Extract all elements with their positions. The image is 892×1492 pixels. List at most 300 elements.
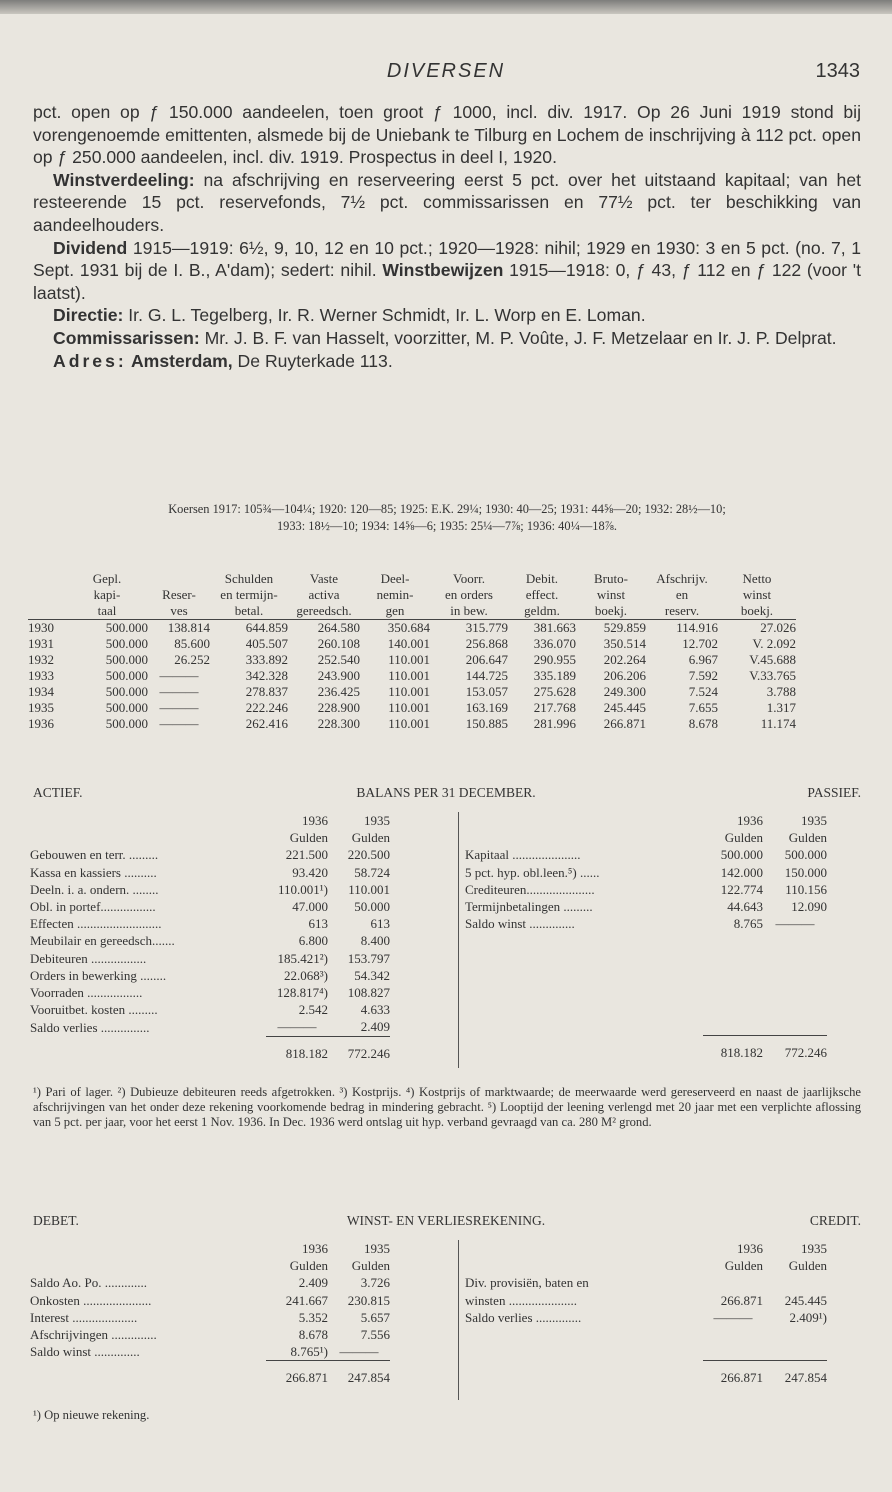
value-1936: 128.817⁴) <box>276 985 328 1001</box>
spacer-cell <box>30 1240 266 1257</box>
total-1936: 818.182 <box>266 1036 328 1062</box>
table-cell: 217.768 <box>533 700 576 715</box>
spacer-cell <box>703 1274 763 1291</box>
spacer-cell <box>465 812 703 829</box>
statistics-header-cell <box>28 587 66 603</box>
spacer-cell <box>465 967 703 984</box>
year-header-row <box>30 1240 390 1257</box>
item-label: Saldo verlies .............. <box>465 1309 582 1325</box>
table-cell: 1.317 <box>766 700 796 715</box>
spacer-cell <box>465 1360 703 1386</box>
page-top-edge <box>0 0 892 14</box>
unit-header: Gulden <box>289 1258 328 1274</box>
item-label: Debiteuren ................. <box>30 950 147 966</box>
table-cell: 3.788 <box>766 684 796 699</box>
list-item <box>465 881 827 898</box>
statistics-header-cell: winst <box>742 587 772 602</box>
paragraph-directie <box>33 304 861 327</box>
statistics-header-cell: gen <box>360 603 430 620</box>
table-row <box>28 684 796 700</box>
item-label: Orders in bewerking ........ <box>30 967 167 983</box>
wv-footnote: ¹) Op nieuwe rekening. <box>33 1408 150 1422</box>
value-1936: 22.068³) <box>284 967 328 983</box>
statistics-header-row <box>28 571 796 587</box>
item-label: Interest .................... <box>30 1309 138 1325</box>
table-cell: 315.779 <box>465 620 508 635</box>
item-label: 5 pct. hyp. obl.leen.⁵) ...... <box>465 864 600 880</box>
wv-title: WINST- EN VERLIESREKENING. <box>346 1213 546 1228</box>
table-cell: 405.507 <box>245 636 288 651</box>
table-cell: 252.540 <box>317 652 360 667</box>
table-cell: 8.678 <box>688 716 718 731</box>
item-label: Saldo verlies ............... <box>30 1019 150 1035</box>
spacer-cell <box>763 1326 827 1343</box>
label-commissarissen: Commissarissen: <box>53 327 200 348</box>
list-item <box>30 950 390 967</box>
table-cell: 500.000 <box>105 620 148 635</box>
table-cell: ——— <box>159 668 199 683</box>
spacer-row <box>465 950 827 967</box>
passief-table <box>465 812 827 1061</box>
value-1935: 110.001 <box>348 881 390 897</box>
spacer-cell <box>465 1257 703 1274</box>
statistics-header-cell: Netto <box>742 571 772 586</box>
credit-table <box>465 1240 827 1386</box>
list-item <box>30 1274 390 1291</box>
table-cell: 114.916 <box>676 620 718 635</box>
total-row <box>30 1036 390 1062</box>
spacer-row <box>465 932 827 949</box>
table-cell: ——— <box>159 684 199 699</box>
list-item <box>30 864 390 881</box>
spacer-cell <box>465 1036 703 1062</box>
value-1935: 54.342 <box>354 967 390 983</box>
table-cell: 110.001 <box>388 716 430 731</box>
balans-title: BALANS PER 31 DECEMBER. <box>356 785 536 800</box>
table-cell: 278.837 <box>245 684 288 699</box>
unit-header-row <box>465 829 827 846</box>
value-1935: 150.000 <box>784 864 827 880</box>
value-1936: ——— <box>713 1309 753 1325</box>
statistics-header-cell: Schulden <box>224 571 274 586</box>
statistics-header-cell: Deel- <box>380 571 410 586</box>
list-item <box>30 1292 390 1309</box>
year-1935-header: 1935 <box>801 1241 827 1256</box>
paragraph-commissarissen <box>33 327 861 350</box>
table-cell: 500.000 <box>105 700 148 715</box>
value-1936: 8.678 <box>298 1327 328 1343</box>
table-cell: 228.900 <box>317 700 360 715</box>
value-1936: 2.542 <box>298 1002 328 1018</box>
value-1935: 5.657 <box>360 1309 390 1325</box>
balans-left-label: ACTIEF. <box>33 785 83 800</box>
value-1936: ——— <box>277 1019 317 1035</box>
statistics-header-cell: Reser- <box>162 587 196 602</box>
list-item <box>465 1292 827 1309</box>
value-1935: 3.726 <box>360 1275 390 1291</box>
list-item <box>465 1309 827 1326</box>
page-header <box>0 60 892 90</box>
table-cell: ——— <box>159 716 199 731</box>
wv-divider <box>458 1240 459 1400</box>
table-cell: 500.000 <box>105 652 148 667</box>
item-label: Obl. in portef................. <box>30 899 156 915</box>
spacer-row <box>465 1326 827 1343</box>
list-item <box>30 1309 390 1326</box>
total-1936: 266.871 <box>703 1360 763 1386</box>
value-1935: 220.500 <box>347 847 390 863</box>
spacer-cell <box>703 932 763 949</box>
table-row <box>28 620 796 637</box>
year-cell: 1932 <box>28 652 54 667</box>
unit-header-row <box>30 829 390 846</box>
table-cell: 266.871 <box>603 716 646 731</box>
table-cell: 262.416 <box>245 716 288 731</box>
unit-header-row <box>30 1257 390 1274</box>
table-cell: 206.647 <box>465 652 508 667</box>
spacer-cell <box>465 1326 703 1343</box>
debet-table <box>30 1240 390 1387</box>
wv-left-label: DEBET. <box>33 1213 79 1228</box>
list-item <box>30 932 390 949</box>
spacer-cell <box>465 984 703 1001</box>
table-cell: 350.514 <box>603 636 646 651</box>
spacer-cell <box>465 1018 703 1035</box>
table-cell: 7.592 <box>688 668 718 683</box>
table-row <box>28 716 796 732</box>
balans-divider <box>458 812 459 1068</box>
wv-right-label: CREDIT. <box>809 1213 861 1228</box>
item-label: Deeln. i. a. ondern. ........ <box>30 881 159 897</box>
list-item <box>465 898 827 915</box>
spacer-cell <box>30 829 266 846</box>
table-cell: 529.859 <box>603 620 646 635</box>
text-winstbewijzen: 1915—1918: 0, ƒ 43, ƒ 112 en ƒ 122 (voor 't laatst). <box>33 260 861 303</box>
value-1935: 613 <box>370 916 390 932</box>
spacer-cell <box>763 950 827 967</box>
unit-header-row <box>465 1257 827 1274</box>
total-1935: 772.246 <box>328 1036 390 1062</box>
paragraph-winstverdeeling <box>33 169 861 237</box>
year-1936-header: 1936 <box>737 813 763 828</box>
paragraph-adres <box>33 350 861 373</box>
text-directie: Ir. G. L. Tegelberg, Ir. R. Werner Schmidt, Ir. L. Worp en E. Loman. <box>123 305 646 326</box>
table-cell: 243.900 <box>317 668 360 683</box>
running-title: DIVERSEN <box>386 60 506 82</box>
list-item <box>465 846 827 863</box>
table-cell: 245.445 <box>603 700 646 715</box>
item-label: Saldo winst .............. <box>465 916 575 932</box>
table-cell: 500.000 <box>105 668 148 683</box>
item-label: winsten ..................... <box>465 1292 577 1308</box>
table-cell: 249.300 <box>603 684 646 699</box>
item-label: Saldo Ao. Po. ............. <box>30 1275 148 1291</box>
statistics-header-cell: reserv. <box>646 603 718 620</box>
list-item <box>465 915 827 932</box>
statistics-header-cell: en termijn- <box>220 587 278 602</box>
table-cell: 7.524 <box>688 684 718 699</box>
statistics-header-cell: Afschrijv. <box>656 571 708 586</box>
statistics-header-cell: boekj. <box>576 603 646 620</box>
value-1936: 241.667 <box>285 1292 328 1308</box>
value-1936: 500.000 <box>720 847 763 863</box>
balans-right-label: PASSIEF. <box>807 785 861 800</box>
table-cell: 202.264 <box>603 652 646 667</box>
value-1935: 108.827 <box>347 985 390 1001</box>
statistics-header-cell: kapi- <box>93 587 121 602</box>
value-1935: 110.156 <box>785 881 827 897</box>
table-cell: V. 2.092 <box>752 636 796 651</box>
table-cell: 110.001 <box>388 700 430 715</box>
year-cell: 1931 <box>28 636 54 651</box>
statistics-header-cell: boekj. <box>718 603 796 620</box>
spacer-cell <box>763 1018 827 1035</box>
statistics-header-row <box>28 587 796 603</box>
paragraph-dividend <box>33 237 861 305</box>
value-1936: 47.000 <box>292 899 328 915</box>
list-item <box>30 1001 390 1018</box>
label-winstverdeeling: Winstverdeeling: <box>53 169 195 190</box>
list-item <box>465 864 827 881</box>
value-1935: ——— <box>339 1344 379 1360</box>
statistics-header-cell: nemin- <box>376 587 414 602</box>
value-1935: 12.090 <box>791 899 827 915</box>
list-item <box>30 915 390 932</box>
spacer-cell <box>465 1240 703 1257</box>
item-label: Meubilair en gereedsch....... <box>30 933 175 949</box>
table-cell: 342.328 <box>245 668 288 683</box>
unit-header: Gulden <box>724 830 763 846</box>
unit-header: Gulden <box>788 1258 827 1274</box>
spacer-cell <box>763 1001 827 1018</box>
spacer-cell <box>30 812 266 829</box>
value-1936: 8.765 <box>733 916 763 932</box>
table-cell: 290.955 <box>533 652 576 667</box>
year-1936-header: 1936 <box>302 1241 328 1256</box>
year-header-row <box>465 812 827 829</box>
spacer-cell <box>465 829 703 846</box>
value-1936: 266.871 <box>720 1292 763 1308</box>
table-cell: 138.814 <box>167 620 210 635</box>
statistics-header-cell: geldm. <box>508 603 576 620</box>
table-cell: 275.628 <box>533 684 576 699</box>
text-winstverdeeling: na afschrijving en reserveering eerst 5 pct. over het uitstaand kapitaal; van het resteerende 15 pct. reservefonds, 7½ pct. commissarissen en 77½ pct. ter beschikking van aandeelhouders. <box>33 169 861 235</box>
value-1935: 2.409 <box>360 1019 390 1035</box>
year-cell: 1933 <box>28 668 54 683</box>
spacer-cell <box>465 1001 703 1018</box>
text-dividend: 1915—1919: 6½, 9, 10, 12 en 10 pct.; 1920—1928: nihil; 1929 en 1930: 3 en 5 pct. (no. 7, 1 Sept. 1931 bij de I. B., A'dam); sedert: nihil. <box>33 237 861 281</box>
item-label: Crediteuren..................... <box>465 881 595 897</box>
value-1935: 4.633 <box>360 1002 390 1018</box>
value-1935: 58.724 <box>354 864 390 880</box>
table-cell: 500.000 <box>105 636 148 651</box>
total-1935: 772.246 <box>763 1036 827 1062</box>
total-1936: 266.871 <box>266 1361 328 1387</box>
value-1936: 8.765¹) <box>290 1344 328 1360</box>
statistics-header-cell: activa <box>308 587 340 602</box>
table-cell: 12.702 <box>682 636 718 651</box>
year-1935-header: 1935 <box>364 1241 390 1256</box>
year-1935-header: 1935 <box>801 813 827 828</box>
item-label: Div. provisiën, baten en <box>465 1275 589 1291</box>
spacer-cell <box>465 1343 703 1360</box>
spacer-row <box>465 1018 827 1035</box>
statistics-header-cell: Vaste <box>309 571 339 586</box>
text-adres: De Ruyterkade 113. <box>232 350 393 371</box>
unit-header: Gulden <box>289 830 328 846</box>
statistics-header-cell: en <box>675 587 689 602</box>
statistics-header-cell: in bew. <box>430 603 508 620</box>
statistics-header-cell: winst <box>596 587 626 602</box>
table-cell: 500.000 <box>105 684 148 699</box>
table-cell: 281.996 <box>533 716 576 731</box>
table-cell: 27.026 <box>760 620 796 635</box>
statistics-header-cell <box>28 603 66 620</box>
value-1935: ——— <box>775 916 815 932</box>
table-cell: 260.108 <box>317 636 360 651</box>
list-item <box>30 1018 390 1036</box>
table-cell: 26.252 <box>174 652 210 667</box>
statistics-header-cell: effect. <box>525 587 559 602</box>
spacer-cell <box>763 1343 827 1360</box>
year-header-row <box>30 812 390 829</box>
year-cell: 1934 <box>28 684 54 699</box>
spacer-cell <box>763 984 827 1001</box>
statistics-header-cell <box>28 571 66 587</box>
table-cell: V.33.765 <box>749 668 796 683</box>
year-1936-header: 1936 <box>737 1241 763 1256</box>
list-item <box>30 898 390 915</box>
value-1936: 122.774 <box>720 881 763 897</box>
statistics-header-cell: ves <box>148 603 210 620</box>
statistics-header-cell: Gepl. <box>92 571 122 586</box>
table-cell: 336.070 <box>533 636 576 651</box>
value-1935: 230.815 <box>347 1292 390 1308</box>
item-label: Onkosten ..................... <box>30 1292 152 1308</box>
table-cell: 150.885 <box>465 716 508 731</box>
unit-header: Gulden <box>351 1258 390 1274</box>
table-cell: 153.057 <box>465 684 508 699</box>
statistics-header-cell: Bruto- <box>594 571 628 586</box>
table-cell: 222.246 <box>245 700 288 715</box>
item-label: Kassa en kassiers .......... <box>30 864 157 880</box>
value-1936: 110.001¹) <box>278 881 328 897</box>
total-1936: 818.182 <box>703 1036 763 1062</box>
table-cell: 144.725 <box>465 668 508 683</box>
value-1935: 2.409¹) <box>789 1309 827 1325</box>
total-row <box>30 1361 390 1387</box>
table-row <box>28 700 796 716</box>
list-item <box>30 984 390 1001</box>
unit-header: Gulden <box>724 1258 763 1274</box>
value-1935: 7.556 <box>360 1327 390 1343</box>
total-row <box>465 1360 827 1386</box>
statistics-header <box>28 571 796 620</box>
table-cell: 335.189 <box>533 668 576 683</box>
year-cell: 1930 <box>28 620 54 635</box>
spacer-cell <box>703 984 763 1001</box>
table-cell: 110.001 <box>388 652 430 667</box>
spacer-cell <box>30 1036 266 1062</box>
item-label: Voorraden ................. <box>30 985 143 1001</box>
table-cell: 228.300 <box>317 716 360 731</box>
spacer-row <box>465 967 827 984</box>
year-cell: 1936 <box>28 716 54 731</box>
value-1936: 93.420 <box>292 864 328 880</box>
year-1936-header: 1936 <box>302 813 328 828</box>
table-cell: 644.859 <box>245 620 288 635</box>
statistics-header-row <box>28 603 796 620</box>
statistics-header-cell: gereedsch. <box>288 603 360 620</box>
paragraph-issue: pct. open op ƒ 150.000 aandeelen, toen groot ƒ 1000, incl. div. 1917. Op 26 Juni 1919 stond bij vorengenoemde emittenten, alsmede bij de Uniebank te Tilburg en Lochem de inschrijving à 112 pct. open op ƒ 250.000 aandeelen, incl. div. 1919. Prospectus in deel I, 1920. <box>33 102 861 168</box>
table-cell: 350.684 <box>387 620 430 635</box>
value-1935: 50.000 <box>354 899 390 915</box>
spacer-cell <box>465 932 703 949</box>
value-1936: 613 <box>308 916 328 932</box>
list-item <box>465 1274 827 1291</box>
adres-city: Amsterdam, <box>126 350 233 371</box>
table-cell: 140.001 <box>387 636 430 651</box>
spacer-cell <box>703 1343 763 1360</box>
value-1935: 8.400 <box>360 933 390 949</box>
table-cell: V.45.688 <box>749 652 796 667</box>
spacer-cell <box>703 1001 763 1018</box>
spacer-row <box>465 1343 827 1360</box>
total-1935: 247.854 <box>763 1360 827 1386</box>
statistics-body <box>28 620 796 733</box>
spacer-cell <box>30 1361 266 1387</box>
statistics-header-cell <box>148 571 210 587</box>
total-1935: 247.854 <box>328 1361 390 1387</box>
value-1936: 2.409 <box>298 1275 328 1291</box>
table-row <box>28 636 796 652</box>
value-1935: 153.797 <box>347 950 390 966</box>
table-row <box>28 652 796 668</box>
statistics-header-cell: betal. <box>210 603 288 620</box>
value-1936: 5.352 <box>298 1309 328 1325</box>
table-cell: 236.425 <box>317 684 360 699</box>
value-1936: 6.800 <box>298 933 328 949</box>
value-1935: 245.445 <box>784 1292 827 1308</box>
item-label: Gebouwen en terr. ......... <box>30 847 159 863</box>
statistics-header-cell: Voorr. <box>453 571 485 586</box>
year-cell: 1935 <box>28 700 54 715</box>
statistics-header-cell: en orders <box>444 587 493 602</box>
koersen-block <box>33 501 861 535</box>
actief-table <box>30 812 390 1062</box>
label-winstbewijzen: Winstbewijzen <box>382 260 504 281</box>
unit-header: Gulden <box>351 830 390 846</box>
total-row <box>465 1036 827 1062</box>
text-commissarissen: Mr. J. B. F. van Hasselt, voorzitter, M. P. Voûte, J. F. Metzelaar en Ir. J. P. Delprat. <box>199 327 837 348</box>
year-header-row <box>465 1240 827 1257</box>
value-1936: 142.000 <box>720 864 763 880</box>
item-label: Termijnbetalingen ......... <box>465 899 593 915</box>
list-item <box>30 846 390 863</box>
koersen-line-1: Koersen 1917: 105¾—104¼; 1920: 120—85; 1925: E.K. 29¼; 1930: 40—25; 1931: 44⅝—20; 1932: 28½—10; <box>168 502 726 516</box>
item-label: Kapitaal ..................... <box>465 847 581 863</box>
item-label: Afschrijvingen .............. <box>30 1327 157 1343</box>
value-1935: 500.000 <box>784 847 827 863</box>
spacer-cell <box>703 1018 763 1035</box>
balans-footnotes: ¹) Pari of lager. ²) Dubieuze debiteuren reeds afgetrokken. ³) Kostprijs. ⁴) Kostprijs of marktwaarde; de meerwaarde werd gereserveerd en naast de jaarlijksche afschrijvingen van het onder deze rekening voorkomende bedrag in mindering gebracht. ⁵) Looptijd der leening verlengd met 20 jaar met een verplichte aflossing van 5 pct. per jaar, voor het eerst 1 Nov. 1936. In Dec. 1936 werd ontslag uit hyp. verband gevraagd van ca. 280 M² grond. <box>33 1085 861 1130</box>
spacer-cell <box>30 1257 266 1274</box>
table-cell: 6.967 <box>688 652 718 667</box>
table-cell: 110.001 <box>388 668 430 683</box>
list-item <box>30 967 390 984</box>
table-cell: 264.580 <box>317 620 360 635</box>
koersen-line-2: 1933: 18½—10; 1934: 14⅝—6; 1935: 25¼—7⅞; 1936: 40¼—18⅞. <box>276 519 618 533</box>
